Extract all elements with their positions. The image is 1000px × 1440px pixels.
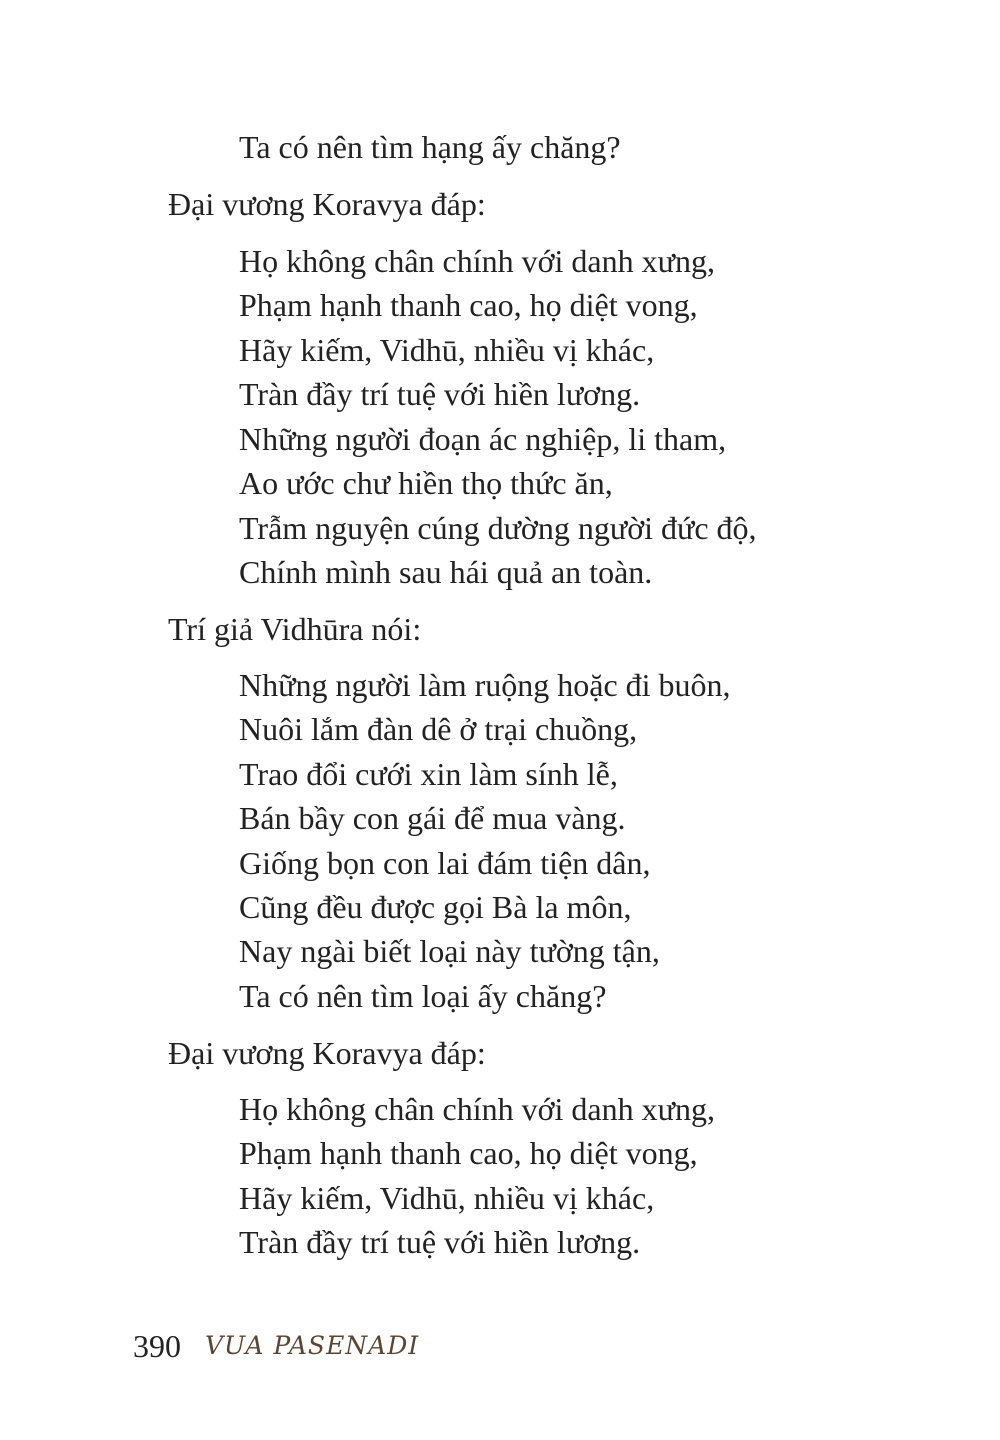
verse-line: Trao đổi cưới xin làm sính lễ, <box>239 756 618 792</box>
verse-line: Nuôi lắm đàn dê ở trại chuồng, <box>239 711 638 747</box>
running-title: VUA PASENADI <box>205 1331 420 1360</box>
page-number: 390 <box>133 1328 181 1364</box>
verse-line: Họ không chân chính với danh xưng, <box>239 243 715 279</box>
verse-line: Hãy kiếm, Vidhū, nhiều vị khác, <box>239 1180 655 1216</box>
verse-line: Phạm hạnh thanh cao, họ diệt vong, <box>239 1135 698 1171</box>
verse-line: Những người làm ruộng hoặc đi buôn, <box>239 667 731 703</box>
verse-line: Nay ngài biết loại này tường tận, <box>239 933 660 969</box>
verse-line: Họ không chân chính với danh xưng, <box>239 1091 715 1127</box>
verse-line: Giống bọn con lai đám tiện dân, <box>239 845 651 881</box>
speaker-line: Đại vương Koravya đáp: <box>168 1035 486 1071</box>
speaker-line: Đại vương Koravya đáp: <box>168 186 486 222</box>
verse-line: Tràn đầy trí tuệ với hiền lương. <box>239 376 641 412</box>
verse-line: Tràn đầy trí tuệ với hiền lương. <box>239 1224 641 1260</box>
verse-line: Trẫm nguyện cúng dường người đức độ, <box>239 510 757 546</box>
verse-line: Ta có nên tìm hạng ấy chăng? <box>239 129 621 165</box>
verse-line: Ao ước chư hiền thọ thức ăn, <box>239 465 613 501</box>
verse-line: Hãy kiếm, Vidhū, nhiều vị khác, <box>239 332 655 368</box>
verse-line: Cũng đều được gọi Bà la môn, <box>239 889 632 925</box>
verse-line: Phạm hạnh thanh cao, họ diệt vong, <box>239 287 698 323</box>
verse-line: Bán bầy con gái để mua vàng. <box>239 800 626 836</box>
verse-line: Những người đoạn ác nghiệp, li tham, <box>239 421 727 457</box>
verse-line: Ta có nên tìm loại ấy chăng? <box>239 978 607 1014</box>
speaker-line: Trí giả Vidhūra nói: <box>168 611 422 647</box>
verse-line: Chính mình sau hái quả an toàn. <box>239 554 653 590</box>
